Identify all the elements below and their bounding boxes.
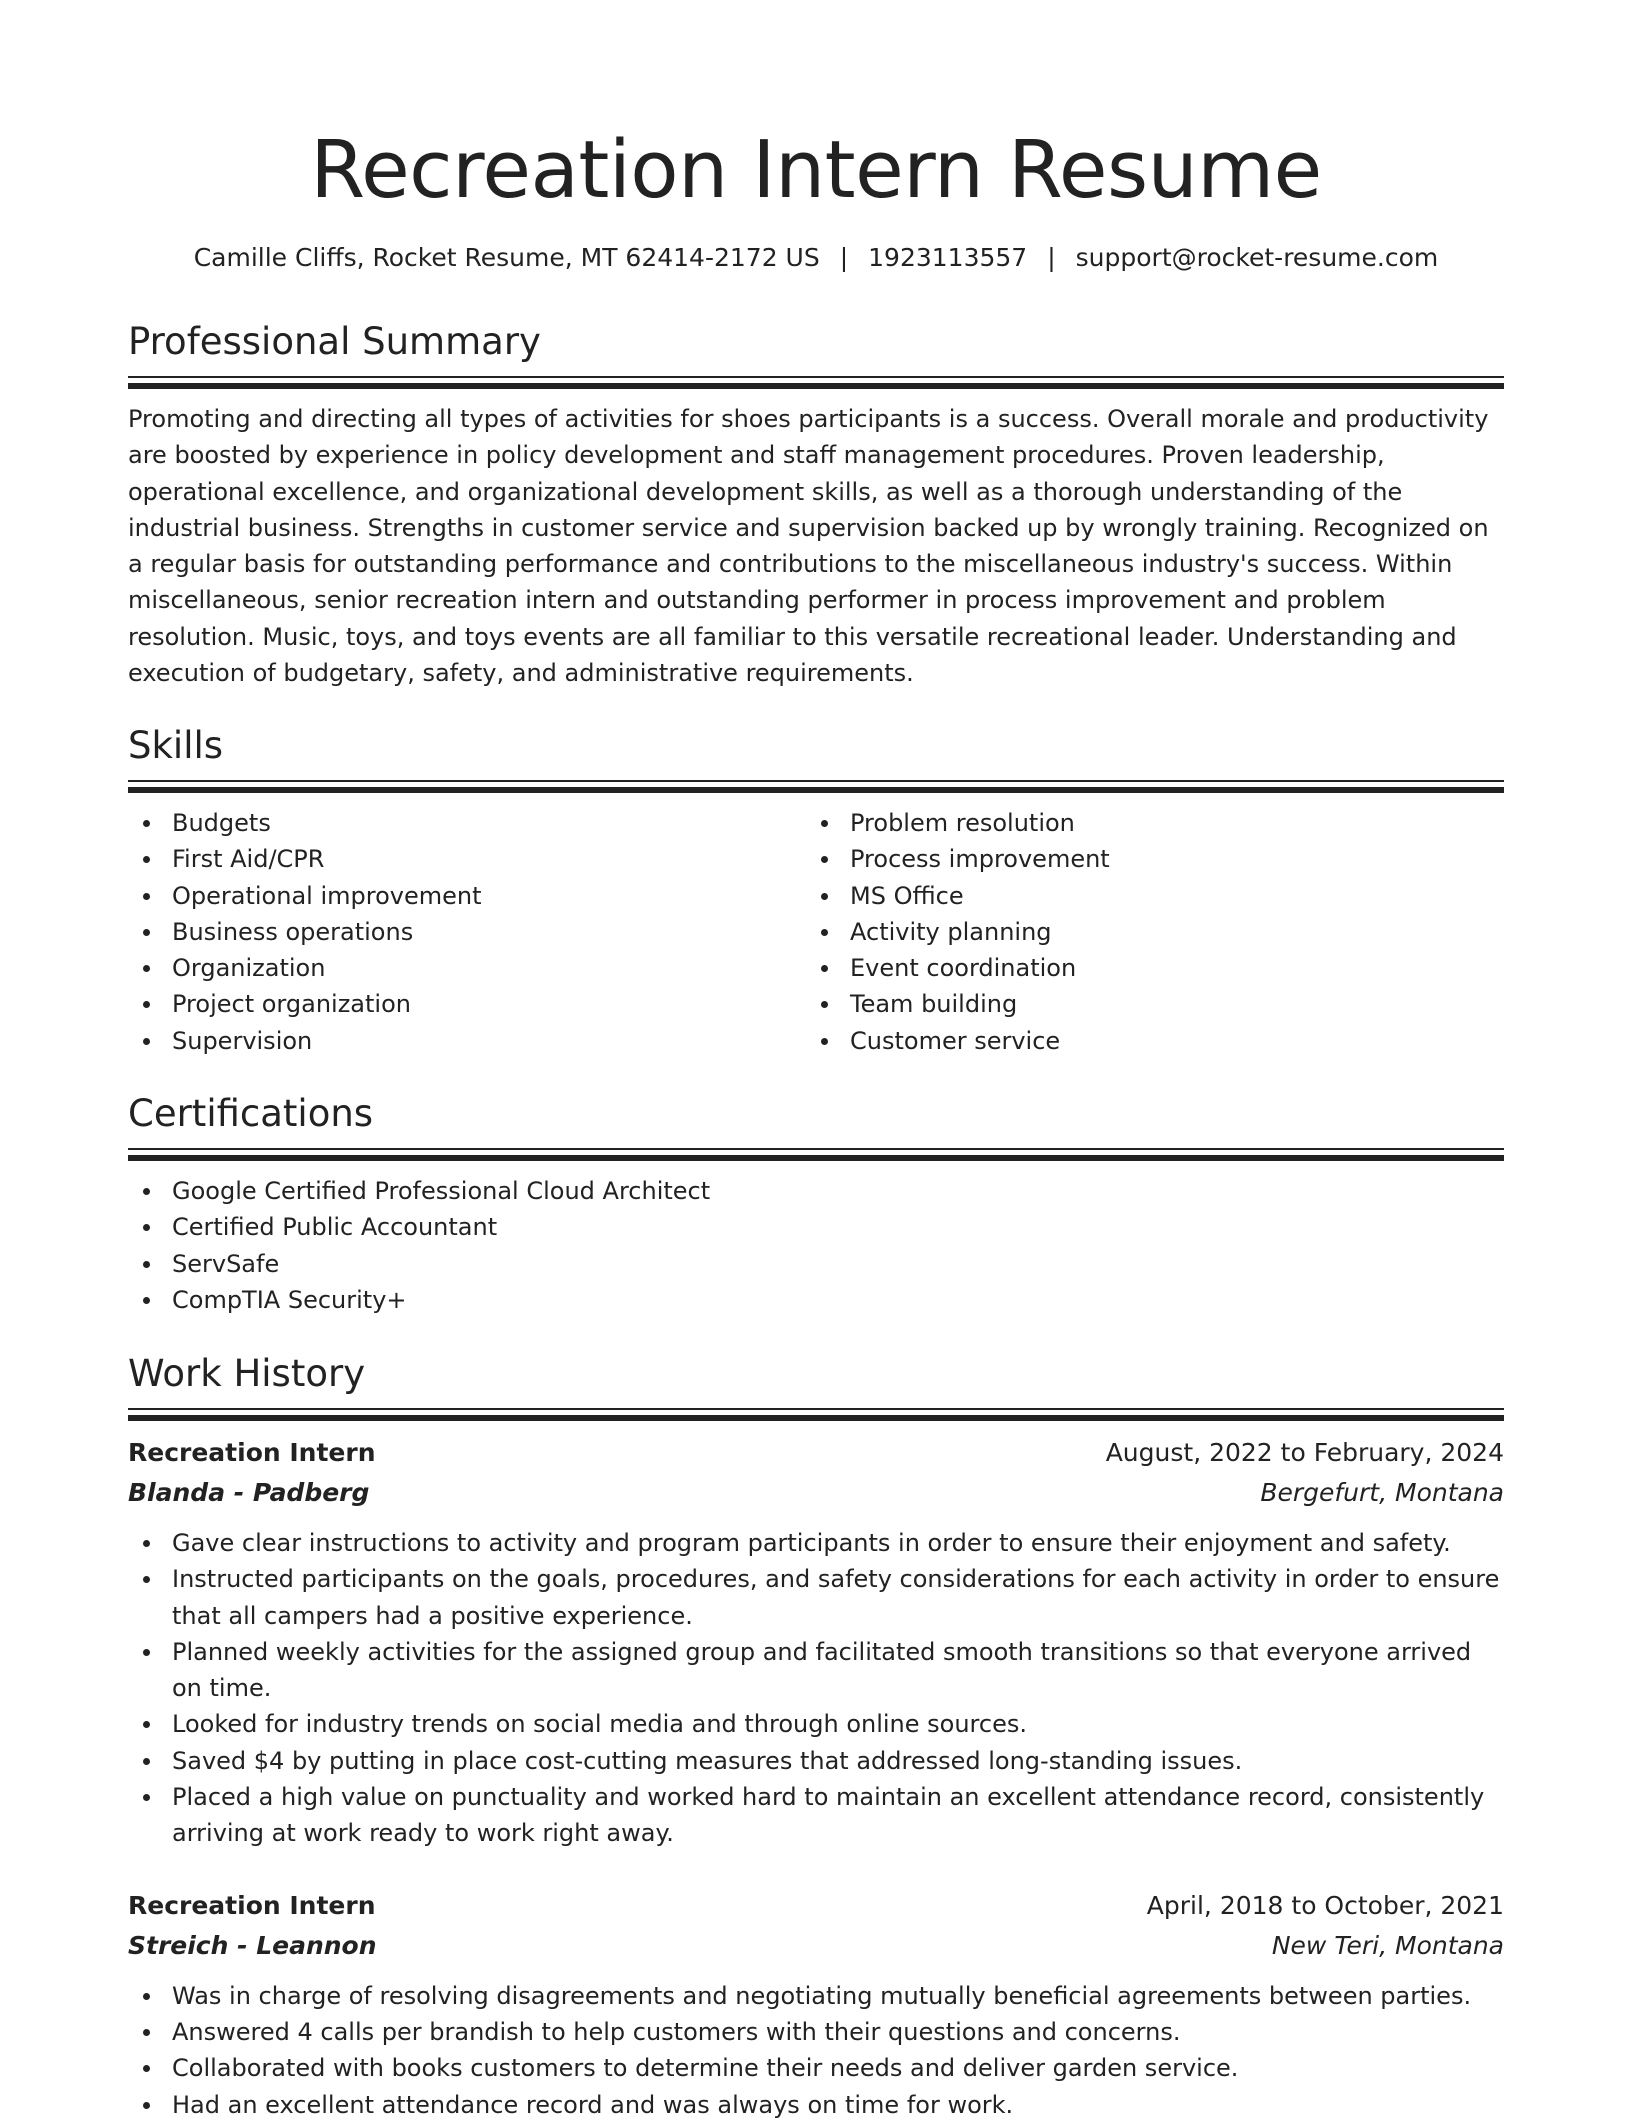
skill-item-text: Event coordination <box>850 954 1077 983</box>
skill-item-text: Project organization <box>172 990 411 1019</box>
certification-item-text: Certified Public Accountant <box>172 1213 498 1242</box>
job-bullets <box>128 1525 1504 1852</box>
section-rule <box>128 780 1504 782</box>
certification-item-text: Google Certified Professional Cloud Architect <box>172 1177 711 1205</box>
skill-item <box>128 1023 806 1059</box>
certifications-heading: Certifications <box>128 1092 374 1135</box>
section-rule-thick <box>128 787 1504 793</box>
bullet-dot-icon <box>143 1649 150 1656</box>
job-bullet-text: Gave clear instructions to activity and program participants in order to ensure their enjoyment and safety. <box>172 1529 1451 1557</box>
skills-list-right <box>806 805 1484 1059</box>
certification-item <box>128 1282 1504 1318</box>
summary-section <box>128 318 1504 691</box>
section-rule-thick <box>128 1155 1504 1161</box>
job-bullet <box>128 2050 1504 2086</box>
skills-grid <box>128 805 1504 1059</box>
certifications-section <box>128 1090 1504 1318</box>
skill-item-text: Budgets <box>172 809 271 837</box>
resume-title: Recreation Intern Resume <box>310 124 1322 216</box>
bullet-dot-icon <box>821 965 828 972</box>
certifications-list <box>128 1173 1504 1318</box>
job-bullet <box>128 1634 1504 1707</box>
summary-heading: Professional Summary <box>128 320 541 363</box>
skill-item-text: Process improvement <box>850 845 1110 874</box>
bullet-dot-icon <box>143 1038 150 1045</box>
bullet-dot-icon <box>821 1038 828 1045</box>
contact-separator: | <box>839 243 849 272</box>
contact-email: support@rocket-resume.com <box>1075 243 1439 272</box>
job-company: Blanda - Padberg <box>128 1478 370 1507</box>
bullet-dot-icon <box>143 1794 150 1801</box>
certification-item-text: CompTIA Security+ <box>172 1285 407 1314</box>
job-bullet-text: Looked for industry trends on social media and through online sources. <box>172 1710 1027 1739</box>
job-title: Recreation Intern <box>128 1890 376 1920</box>
skill-item <box>806 950 1484 986</box>
bullet-dot-icon <box>821 929 828 936</box>
skill-item <box>128 914 806 950</box>
skills-section <box>128 722 1504 1059</box>
bullet-dot-icon <box>821 893 828 900</box>
bullet-dot-icon <box>143 893 150 900</box>
skill-item <box>128 950 806 986</box>
job-location: New Teri, Montana <box>1271 1930 1504 1960</box>
bullet-dot-icon <box>143 1224 150 1231</box>
skills-list-left <box>128 805 806 1059</box>
bullet-dot-icon <box>143 2029 150 2036</box>
job-bullet <box>128 1561 1504 1634</box>
bullet-dot-icon <box>143 1188 150 1195</box>
contact-address: Camille Cliffs, Rocket Resume, MT 62414-2172 US <box>193 243 820 272</box>
job-bullets <box>128 1978 1504 2123</box>
skill-item-text: Business operations <box>172 917 414 946</box>
job-bullet-text: Saved $4 by putting in place cost-cutting measures that addressed long-standing issues. <box>172 1746 1243 1775</box>
section-rule-thick <box>128 1415 1504 1421</box>
job-bullet-text: Collaborated with books customers to determine their needs and deliver garden service. <box>172 2054 1239 2083</box>
work-history-section <box>128 1350 1504 2123</box>
certification-item <box>128 1209 1504 1245</box>
skills-heading: Skills <box>128 724 224 767</box>
skill-item-text: Operational improvement <box>172 881 482 910</box>
section-rule <box>128 376 1504 378</box>
job-bullet-text: Answered 4 calls per brandish to help customers with their questions and concerns. <box>172 2017 1181 2046</box>
bullet-dot-icon <box>143 856 150 863</box>
job-bullet <box>128 1978 1504 2014</box>
skill-item-text: Problem resolution <box>850 809 1075 837</box>
bullet-dot-icon <box>143 1758 150 1765</box>
job-bullet <box>128 1743 1504 1779</box>
bullet-dot-icon <box>143 1993 150 2000</box>
job-entry <box>128 1886 1504 2123</box>
skill-item <box>806 986 1484 1022</box>
skill-item <box>128 841 806 877</box>
work-history-heading: Work History <box>128 1352 366 1395</box>
skill-item <box>806 841 1484 877</box>
skill-item <box>806 878 1484 914</box>
contact-separator: | <box>1047 243 1056 272</box>
skill-item-text: Organization <box>172 954 326 983</box>
bullet-dot-icon <box>143 1540 150 1547</box>
bullet-dot-icon <box>143 929 150 936</box>
bullet-dot-icon <box>143 965 150 972</box>
skill-item-text: Team building <box>850 990 1018 1019</box>
section-rule <box>128 1408 1504 1410</box>
skill-item <box>128 986 806 1022</box>
job-bullet-text: Was in charge of resolving disagreements and negotiating mutually beneficial agreements between parties. <box>172 1981 1472 2010</box>
skill-item-text: Activity planning <box>850 917 1052 946</box>
skill-item-text: MS Office <box>850 881 964 910</box>
bullet-dot-icon <box>143 1261 150 1268</box>
job-bullet <box>128 2014 1504 2050</box>
job-bullet <box>128 1706 1504 1742</box>
job-title: Recreation Intern <box>128 1438 376 1467</box>
contact-line <box>128 242 1504 274</box>
job-bullet-text: Planned weekly activities for the assigned group and facilitated smooth transitions so that everyone arrived on time. <box>172 1637 1472 1703</box>
bullet-dot-icon <box>143 1576 150 1583</box>
summary-text: Promoting and directing all types of activities for shoes participants is a success. Overall morale and productivity are boosted by experience in policy development and staff management procedures. Proven leadership, operational excellence, and organizational development skills, as well as a thorough understanding of the industrial business. Strengths in customer service and supervision backed up by wrongly training. Recognized on a regular basis for outstanding performance and contributions to the miscellaneous industry's success. Within miscellaneous, senior recreation intern and outstanding performer in process improvement and problem resolution. Music, toys, and toys events are all familiar to this versatile recreational leader. Understanding and execution of budgetary, safety, and administrative requirements. <box>128 405 1489 688</box>
job-company: Streich - Leannon <box>128 1930 377 1960</box>
bullet-dot-icon <box>143 1297 150 1304</box>
bullet-dot-icon <box>143 1001 150 1008</box>
skill-item-text: First Aid/CPR <box>172 845 325 874</box>
job-bullet <box>128 1779 1504 1852</box>
skill-item <box>806 1023 1484 1059</box>
job-bullet-text: Placed a high value on punctuality and worked hard to maintain an excellent attendance record, consistently arriving at work ready to work right away. <box>172 1783 1485 1848</box>
certification-item <box>128 1246 1504 1282</box>
job-bullet <box>128 1525 1504 1561</box>
bullet-dot-icon <box>143 2065 150 2072</box>
job-dates: April, 2018 to October, 2021 <box>1146 1890 1504 1920</box>
bullet-dot-icon <box>821 820 828 827</box>
bullet-dot-icon <box>143 820 150 827</box>
section-rule-thick <box>128 383 1504 389</box>
bullet-dot-icon <box>821 1001 828 1008</box>
job-bullet-text: Had an excellent attendance record and was always on time for work. <box>172 2090 1014 2119</box>
contact-phone: 1923113557 <box>868 243 1028 272</box>
bullet-dot-icon <box>143 2102 150 2109</box>
certification-item <box>128 1173 1504 1209</box>
skill-item <box>806 805 1484 841</box>
certification-item-text: ServSafe <box>172 1249 280 1278</box>
resume-page <box>128 0 1504 2119</box>
skill-item <box>128 878 806 914</box>
bullet-dot-icon <box>821 856 828 863</box>
job-location: Bergefurt, Montana <box>1260 1478 1504 1507</box>
job-dates: August, 2022 to February, 2024 <box>1105 1438 1504 1467</box>
skill-item <box>128 805 806 841</box>
job-entry <box>128 1433 1504 1852</box>
skill-item-text: Customer service <box>850 1026 1061 1055</box>
job-bullet-text: Instructed participants on the goals, procedures, and safety considerations for each activity in order to ensure that all campers had a positive experience. <box>172 1565 1500 1630</box>
skill-item <box>806 914 1484 950</box>
skill-item-text: Supervision <box>172 1026 313 1055</box>
section-rule <box>128 1148 1504 1150</box>
bullet-dot-icon <box>143 1721 150 1728</box>
job-bullet <box>128 2087 1504 2123</box>
